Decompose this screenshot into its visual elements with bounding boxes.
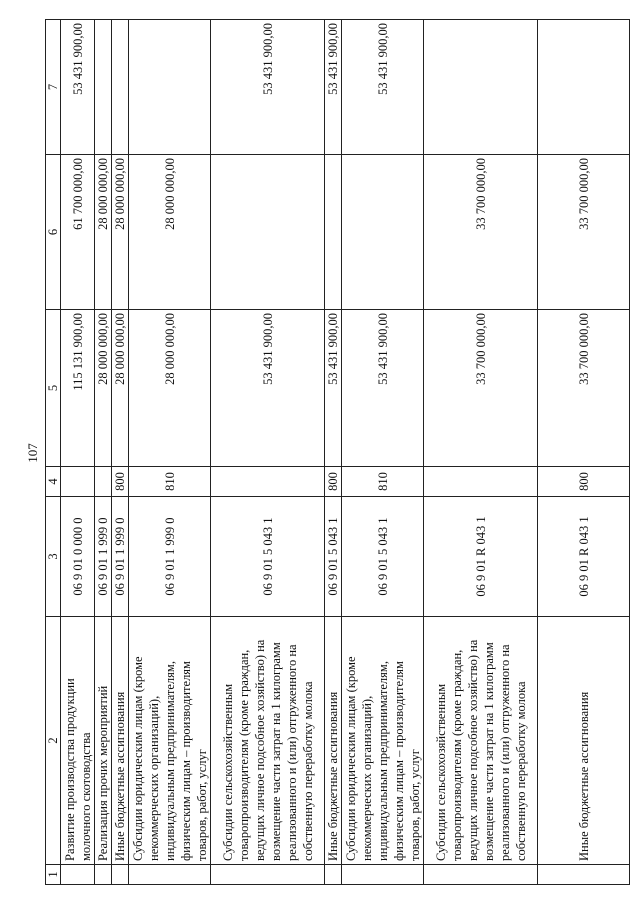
table-row (424, 20, 538, 885)
expense-type-cell: 810 (342, 467, 424, 497)
row-number-cell (95, 865, 112, 885)
amount-cell: 53 431 900,00 (211, 310, 325, 467)
table-row (211, 20, 325, 885)
item-name-cell: Иные бюджетные ассигнования (325, 617, 342, 865)
target-code-cell: 06 9 01 1 999 0 (95, 497, 112, 617)
expense-type-cell (211, 467, 325, 497)
expense-type-cell: 800 (538, 467, 630, 497)
amount-cell: 33 700 000,00 (538, 310, 630, 467)
amount-cell (112, 20, 129, 155)
expense-type-cell (61, 467, 95, 497)
target-code-cell: 06 9 01 5 043 1 (325, 497, 342, 617)
expense-type-cell: 800 (325, 467, 342, 497)
target-code-cell: 06 9 01 0 000 0 (61, 497, 95, 617)
column-header: 1 (46, 865, 61, 885)
target-code-cell: 06 9 01 1 999 0 (129, 497, 211, 617)
amount-cell (129, 20, 211, 155)
amount-cell: 53 431 900,00 (61, 20, 95, 155)
column-header: 4 (46, 467, 61, 497)
amount-cell: 33 700 000,00 (424, 155, 538, 310)
table-row (342, 20, 424, 885)
column-header: 7 (46, 20, 61, 155)
amount-cell: 33 700 000,00 (538, 155, 630, 310)
target-code-cell: 06 9 01 1 999 0 (112, 497, 129, 617)
table-row (61, 20, 95, 885)
expense-type-cell (95, 467, 112, 497)
column-header: 2 (46, 617, 61, 865)
amount-cell (424, 20, 538, 155)
amount-cell: 53 431 900,00 (211, 20, 325, 155)
table-row (325, 20, 342, 885)
amount-cell: 115 131 900,00 (61, 310, 95, 467)
amount-cell: 61 700 000,00 (61, 155, 95, 310)
row-number-cell (342, 865, 424, 885)
amount-cell: 28 000 000,00 (112, 310, 129, 467)
amount-cell: 28 000 000,00 (112, 155, 129, 310)
item-name-cell: Субсидии юридическим лицам (кроме некоммерческих организаций), индивидуальным предпринимателям, физическим лицам – производителям товаров, работ, услуг (129, 617, 211, 865)
column-header: 5 (46, 310, 61, 467)
budget-table (45, 19, 630, 885)
target-code-cell: 06 9 01 R 043 1 (538, 497, 630, 617)
amount-cell (211, 155, 325, 310)
item-name-cell: Реализация прочих мероприятий (95, 617, 112, 865)
expense-type-cell (424, 467, 538, 497)
target-code-cell: 06 9 01 5 043 1 (211, 497, 325, 617)
amount-cell: 28 000 000,00 (95, 155, 112, 310)
amount-cell: 53 431 900,00 (325, 310, 342, 467)
table-row (538, 20, 630, 885)
amount-cell (325, 155, 342, 310)
table-row (95, 20, 112, 885)
amount-cell: 28 000 000,00 (129, 310, 211, 467)
expense-type-cell: 810 (129, 467, 211, 497)
row-number-cell (325, 865, 342, 885)
target-code-cell: 06 9 01 R 043 1 (424, 497, 538, 617)
amount-cell: 53 431 900,00 (325, 20, 342, 155)
item-name-cell: Развитие производства продукции молочного скотоводства (61, 617, 95, 865)
row-number-cell (129, 865, 211, 885)
amount-cell (95, 20, 112, 155)
target-code-cell: 06 9 01 5 043 1 (342, 497, 424, 617)
amount-cell: 28 000 000,00 (129, 155, 211, 310)
item-name-cell: Иные бюджетные ассигнования (538, 617, 630, 865)
rotated-page (45, 20, 630, 885)
amount-cell: 33 700 000,00 (424, 310, 538, 467)
expense-type-cell: 800 (112, 467, 129, 497)
item-name-cell: Субсидии сельскохозяйственным товаропроизводителям (кроме граждан, ведущих личное подсобное хозяйство) на возмещение части затрат на 1 килограмм реализованного и (или) отгруженного на собственную переработку молока (424, 617, 538, 865)
amount-cell (538, 20, 630, 155)
table-row (112, 20, 129, 885)
row-number-cell (424, 865, 538, 885)
amount-cell (342, 155, 424, 310)
item-name-cell: Субсидии юридическим лицам (кроме некоммерческих организаций), индивидуальным предпринимателям, физическим лицам – производителям товаров, работ, услуг (342, 617, 424, 865)
item-name-cell: Субсидии сельскохозяйственным товаропроизводителям (кроме граждан, ведущих личное подсобное хозяйство) на возмещение части затрат на 1 килограмм реализованного и (или) отгруженного на собственную переработку молока (211, 617, 325, 865)
amount-cell: 53 431 900,00 (342, 310, 424, 467)
table-row (129, 20, 211, 885)
row-number-cell (61, 865, 95, 885)
row-number-cell (538, 865, 630, 885)
column-number-row (46, 20, 61, 885)
row-number-cell (112, 865, 129, 885)
amount-cell: 28 000 000,00 (95, 310, 112, 467)
row-number-cell (211, 865, 325, 885)
page-number: 107 (25, 443, 40, 463)
amount-cell: 53 431 900,00 (342, 20, 424, 155)
item-name-cell: Иные бюджетные ассигнования (112, 617, 129, 865)
column-header: 6 (46, 155, 61, 310)
column-header: 3 (46, 497, 61, 617)
